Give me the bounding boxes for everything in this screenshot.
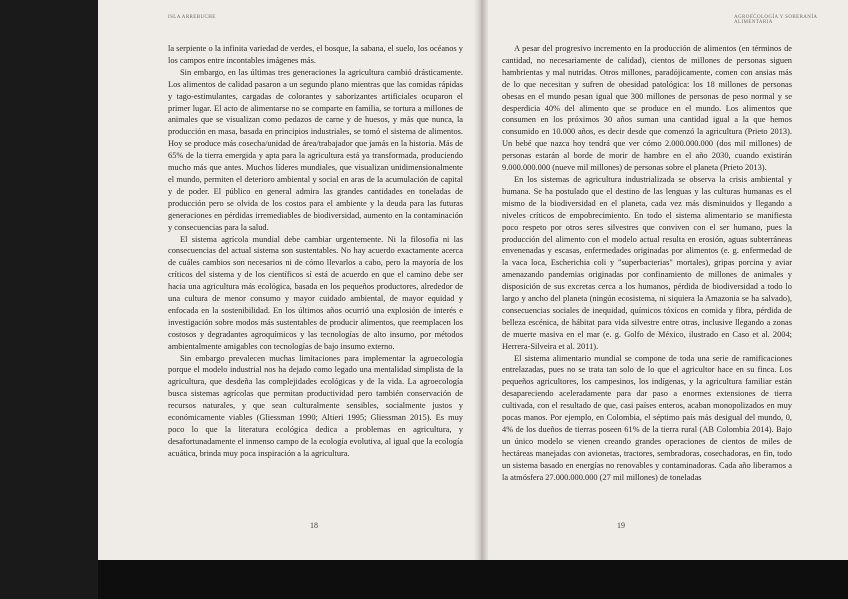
left-paragraph-4: Sin embargo prevalecen muchas limitaciones para implementar la agroecología porque el modelo industrial nos ha dejado como legado una mentalidad simplista de la agricultura, que desdeña las complejidades ecológicas y de la vida. La agroecología busca sistemas agrícolas que permitan productividad pero también conservación de recursos naturales, y que sean culturalmente sensibles, socialmente justos y económicamente viables (Gliessman 1990; Altieri 1995; Gliessman 2015). Es muy poco lo que la literatura ecológica dedica a problemas en agricultura, y desafortunadamente el inmenso campo de la ecología evolutiva, al igual que la ecología acuática, brinda muy poca inspiración a la agricultura. (168, 353, 463, 458)
right-paragraph-2: En los sistemas de agricultura industrializada se observa la crisis ambiental y humana. Se ha postulado que el destino de las lenguas y las culturas humanas es el mismo de la biodiversidad en el planeta, cada vez más disminuidos y llegando a niveles críticos de empobrecimiento. En todo el sistema alimentario se manifiesta poco respeto por otros seres silvestres que conviven con el ser humano, pues la producción del alimento con el modelo actual resulta en erosión, aguas subterráneas envenenadas y escasas, enfermedades originadas por alimentos (e. g. enfermedad de la vaca loca, Escherichia coli y "superbacterias" mortales), gripas porcina y aviar amenazando pandemias originadas por confinamiento de millones de animales y disposición de sus excretas cerca a los humanos, pérdida de biodiversidad a todo lo largo y ancho del planeta (ningún ecosistema, ni siquiera la Amazonia se ha salvado), consecuencias sociales de inequidad, químicos tóxicos en comida y fibra, pérdida de belleza escénica, de hábitat para vida silvestre entre otras, inclusive llegando a zonas de muerte masiva en el mar (e. g. Golfo de México, ilustrado en Caso et al. 2004; Herrera-Silveira et al. 2011). (502, 174, 792, 351)
left-page-number: 18 (310, 521, 318, 530)
left-paragraph-1: la serpiente o la infinita variedad de verdes, el bosque, la sabana, el suelo, los océanos y los campos entre incontables imágenes más. (168, 44, 463, 65)
right-paragraph-1: A pesar del progresivo incremento en la producción de alimentos (en términos de cantidad, no necesariamente de calidad), cientos de millones de personas siguen hambrientas y mal nutridas. Otros millones, paradójicamente, comen con ansias más de lo que necesitan y sufren de obesidad patológica: los 18 millones de personas obesas en el mundo pesan igual que 300 millones de personas de peso normal y se desperdicia 40% del alimento que se produce en el mundo. Los alimentos que consumen en los próximos 30 años suman una cantidad igual a la que hemos consumido en 10.000 años, es decir desde que comenzó la agricultura (Prieto 2013). Un bebé que nazca hoy tendrá que ver cómo 2.000.000.000 (dos mil millones) de personas estarán al borde de morir de hambre en el año 2030, cuando existirán 9.000.000.000 (nueve mil millones) de personas sobre el planeta (Prieto 2013). (502, 44, 792, 173)
left-page-body (168, 43, 463, 460)
right-page-number: 19 (617, 521, 625, 530)
dark-background (98, 560, 848, 599)
left-paragraph-2: Sin embargo, en las últimas tres generaciones la agricultura cambió drásticamente. Los alimentos de calidad pasaron a un segundo plano mientras que las comidas rápidas y tago-estimulantes, cargadas de colorantes y saborizantes artificiales ocuparon el primer lugar. El acto de alimentarse no se comparte en familia, se tortura a millones de animales que se visualizan como pedazos de carne y de huesos, y más que nunca, la producción en masa, basada en principios industriales, se tomó el sistema de alimentos. Hoy se produce más cosecha/unidad de área/trabajador que jamás en la historia. Más de 65% de la tierra emergida y apta para la agricultura está ya transformada, produciendo mucho más que antes. Muchos líderes mundiales, que visualizan unidimensionalmente el mundo, permiten el deterioro ambiental y social en aras de la acumulación de capital y de poder. El público en general admira las grandes cantidades en toneladas de producción pero se olvida de los costos para el ambiente y la deuda para las futuras generaciones en pérdidas irremediables de biodiversidad, aumento en la contaminación y consecuencias para la salud. (168, 67, 463, 232)
left-paragraph-3: El sistema agrícola mundial debe cambiar urgentemente. Ni la filosofía ni las consecuencias del actual sistema son sustentables. No hay acuerdo exactamente acerca de cuáles cambios son necesarios ni de cómo llevarlos a cabo, pero la mayoría de los críticos del sistema y de los científicos sí está de acuerdo en que el camino debe ser hacia una agricultura más ecológica, basada en los pequeños productores, alrededor de una cultura de menor consumo y mayor cuidado ambiental, de mayor equidad y enfocada en la sostenibilidad. En los últimos años ocurrió una explosión de interés e investigación sobre modos más sustentables de producir alimentos, que reemplacen los costosos y degradantes agroquímicos y las tecnologías de alto insumo, por métodos ambientalmente amigables con tecnologías de bajo insumo externo. (168, 234, 463, 351)
left-running-head: ISLA ARREBUCHE (168, 15, 216, 20)
right-page (484, 0, 848, 560)
right-paragraph-3: El sistema alimentario mundial se compone de toda una serie de ramificaciones entrelazadas, pues no se trata tan solo de lo que el agricultor hace en su finca. Los pequeños agricultores, los campesinos, los indígenas, y la agricultura familiar están desapareciendo aceleradamente para dar paso a enormes extensiones de tierra cultivada, con el resultado de que, casi países enteros, acaban monopolizados en muy pocas manos. Por ejemplo, en Colombia, el séptimo país más desigual del mundo, 0, 4% de los dueños de tierras poseen 61% de la tierra rural (AB Colombia 2014). Bajo un único modelo se vienen creando grandes operaciones de cientos de miles de hectáreas manejadas con avionetas, tractores, sembradoras, cosechadoras, en fin, todo un sistema basado en energías no renovables y contaminadoras. Cada año liberamos a la atmósfera 27.000.000.000 (27 mil millones) de toneladas (502, 353, 792, 482)
left-page (98, 0, 478, 560)
right-running-head: AGROECOLOGÍA Y SOBERANÍA ALIMENTARIA (734, 15, 818, 25)
right-page-body (502, 43, 792, 484)
